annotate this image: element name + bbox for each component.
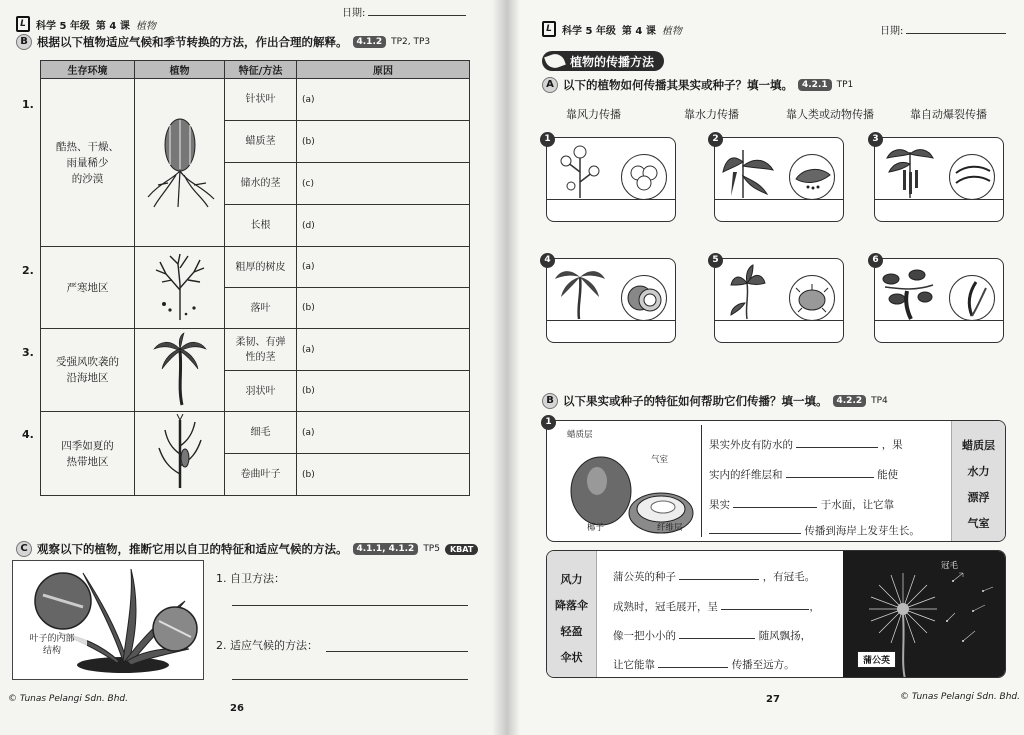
- feature-cell: 蜡质茎: [225, 121, 297, 163]
- burr-seed-icon: [789, 275, 835, 321]
- environment-cell: 四季如夏的 热带地区: [41, 412, 135, 496]
- copyright-footer: © Tunas Pelangi Sdn. Bhd.: [900, 692, 1020, 702]
- fill-blank[interactable]: [733, 498, 817, 508]
- plant-cell: [135, 247, 225, 329]
- plant-cell: [135, 412, 225, 496]
- leaf-structure-label: 叶子的内部 结构: [17, 633, 87, 657]
- reason-answer-cell[interactable]: (d): [297, 205, 470, 247]
- fill-line: 实内的纤维层和 能使: [709, 469, 899, 481]
- word-bank-item: 蜡质层: [962, 439, 995, 452]
- plant-card: 4: [546, 258, 676, 343]
- header-subject: 科学 5 年级: [562, 25, 616, 37]
- feature-cell: 落叶: [225, 288, 297, 329]
- word-bank: [951, 421, 1005, 541]
- environment-cell: 严寒地区: [41, 247, 135, 329]
- section-a-tag: 4.2.1: [798, 79, 832, 91]
- section-a-question: [542, 77, 853, 93]
- fill-blank[interactable]: [786, 468, 874, 478]
- table-row: [41, 412, 470, 454]
- row-number: 1.: [22, 98, 34, 111]
- coconut-tree-icon: [555, 263, 605, 321]
- section-b-right-tp: TP4: [871, 396, 888, 406]
- reason-answer-cell[interactable]: (a): [297, 329, 470, 371]
- reason-answer-cell[interactable]: (a): [297, 79, 470, 121]
- fill-line: 让它能靠 传播至远方。: [613, 659, 795, 671]
- fill-line: 果实外皮有防水的 ，果: [709, 439, 903, 451]
- fill-line: 成熟时，冠毛展开，呈 ，: [613, 601, 820, 613]
- air-chamber-label: 气室: [651, 455, 669, 465]
- aloe-picture-box: [12, 560, 204, 680]
- fill-line: 果实 于水面，让它靠: [709, 499, 895, 511]
- fill-blank[interactable]: [679, 629, 755, 639]
- answer-line[interactable]: [232, 679, 468, 680]
- section-b-right-tag: 4.2.2: [833, 395, 867, 407]
- self-defence-question: 1. 自卫方法：: [216, 572, 285, 585]
- date-field[interactable]: 日期:: [880, 22, 1006, 37]
- section-b-right-text: 以下果实或种子的特征如何帮助它们传播？填一填。: [563, 394, 828, 408]
- reason-answer-cell[interactable]: (c): [297, 163, 470, 205]
- fill-line: 像一把小小的 随风飘扬，: [613, 630, 812, 642]
- corn-plant-icon: [155, 414, 205, 490]
- section-b-tp: TP2, TP3: [391, 37, 431, 47]
- section-a-text: 以下的植物如何传播其果实或种子？填一填。: [563, 78, 793, 92]
- section-b-tag: 4.1.2: [353, 36, 387, 48]
- adaptation-table: [40, 60, 470, 496]
- cotton-seed-icon: [621, 154, 667, 200]
- column-header: 生存环境: [41, 61, 135, 79]
- environment-cell: 酷热、干燥、 雨量稀少 的沙漠: [41, 79, 135, 247]
- word-bank-item: 轻盈: [560, 625, 583, 638]
- section-a-marker: A: [542, 77, 558, 93]
- answer-box[interactable]: [547, 199, 675, 221]
- okra-seed-icon: [789, 154, 835, 200]
- topic-banner: 植物的传播方法: [542, 51, 664, 71]
- left-page: [0, 0, 508, 735]
- word-bank-item: 漂浮: [967, 491, 990, 504]
- coconut-fill-block: 1 蜡质层 气室 椰子 纤维层 果实外皮有防水的 ，果 实内的纤维层和 能使 果实 于水面，让它靠 传播到海岸上发芽生长。 蜡质层 水力 漂浮 气室: [546, 420, 1006, 542]
- dandelion-label: 蒲公英: [857, 651, 896, 668]
- coconut-label: 椰子: [587, 523, 605, 533]
- feature-cell: 针状叶: [225, 79, 297, 121]
- feature-cell: 长根: [225, 205, 297, 247]
- page-number: 27: [766, 694, 780, 705]
- feature-cell: 储水的茎: [225, 163, 297, 205]
- table-header-row: [41, 61, 470, 79]
- section-c-text: 观察以下的植物，推断它用以自卫的特征和适应气候的方法。: [37, 542, 348, 556]
- dandelion-photo: [843, 551, 1006, 678]
- feature-cell: 细毛: [225, 412, 297, 454]
- okra-plant-icon: [721, 142, 775, 200]
- fiber-layer-label: 纤维层: [657, 523, 683, 533]
- fill-blank[interactable]: [709, 524, 801, 534]
- section-b-marker: B: [16, 34, 32, 50]
- right-header: [542, 21, 682, 37]
- answer-line[interactable]: [232, 605, 468, 606]
- table-row: [41, 79, 470, 121]
- plant-card: 3: [874, 137, 1004, 222]
- feature-cell: 粗厚的树皮: [225, 247, 297, 288]
- environment-cell: 受强风吹袭的 沿海地区: [41, 329, 135, 412]
- fill-blank[interactable]: [721, 600, 809, 610]
- reason-answer-cell[interactable]: (b): [297, 454, 470, 496]
- word-bank-item: 气室: [967, 517, 990, 530]
- section-c-tp: TP5: [423, 544, 440, 554]
- header-topic: 植物: [661, 25, 682, 37]
- reason-answer-cell[interactable]: (a): [297, 247, 470, 288]
- answer-box[interactable]: [875, 199, 1003, 221]
- feature-cell: 卷曲叶子: [225, 454, 297, 496]
- fill-blank[interactable]: [679, 570, 759, 580]
- feature-cell: 柔韧、有弹 性的茎: [225, 329, 297, 371]
- word-bank-item: 伞状: [560, 651, 583, 664]
- fill-line: 传播到海岸上发芽生长。: [709, 523, 920, 538]
- date-field[interactable]: 日期:: [342, 4, 466, 19]
- leaf-icon: [544, 51, 566, 70]
- category-water: 靠水力传播: [684, 108, 739, 121]
- bean-pod-icon: [949, 154, 995, 200]
- split-pod-icon: [949, 275, 995, 321]
- wax-layer-label: 蜡质层: [567, 430, 593, 440]
- section-a-tp: TP1: [836, 80, 854, 90]
- column-header: 特征/方法: [225, 61, 297, 79]
- answer-line[interactable]: [326, 651, 468, 652]
- bare-tree-icon: [150, 250, 210, 322]
- climate-adaptation-question: 2. 适应气候的方法：: [216, 639, 318, 652]
- reason-answer-cell[interactable]: (b): [297, 121, 470, 163]
- row-number: 2.: [22, 264, 34, 277]
- category-human-animal: 靠人类或动物传播: [786, 108, 874, 121]
- right-page: [508, 0, 1024, 735]
- cactus-icon: [140, 111, 220, 211]
- cotton-plant-icon: [555, 142, 605, 200]
- section-b-right-marker: B: [542, 393, 558, 409]
- coconut-fruit-icon: [621, 275, 667, 321]
- plant-cell: [135, 79, 225, 247]
- plant-card: 1: [546, 137, 676, 222]
- pea-plant-icon: [881, 263, 935, 321]
- section-c-tag: 4.1.1, 4.1.2: [353, 543, 419, 555]
- left-header: [16, 16, 156, 32]
- palm-tree-icon: [150, 331, 210, 407]
- flowering-plant-icon: [723, 263, 773, 321]
- reason-answer-cell[interactable]: (b): [297, 288, 470, 329]
- column-header: 植物: [135, 61, 225, 79]
- word-bank-item: 降落伞: [555, 599, 588, 612]
- category-explosion: 靠自动爆裂传播: [910, 108, 987, 121]
- copyright-footer: © Tunas Pelangi Sdn. Bhd.: [8, 694, 128, 704]
- answer-box[interactable]: [715, 199, 843, 221]
- section-b-question: [16, 34, 430, 50]
- word-bank-item: 水力: [967, 465, 990, 478]
- section-b-text: 根据以下植物适应气候和季节转换的方法，作出合理的解释。: [37, 35, 348, 49]
- publisher-logo-icon: L: [542, 21, 556, 37]
- fill-blank[interactable]: [658, 658, 728, 668]
- header-lesson: 第 4 课: [95, 20, 130, 32]
- kbat-badge: KBAT: [445, 544, 478, 555]
- page-number: 26: [230, 703, 244, 714]
- answer-box[interactable]: [547, 320, 675, 342]
- plant-card: 6: [874, 258, 1004, 343]
- word-bank-item: 风力: [560, 573, 583, 586]
- fill-blank[interactable]: [796, 438, 878, 448]
- plant-card: 5: [714, 258, 844, 343]
- header-subject: 科学 5 年级: [36, 20, 90, 32]
- fill-line: 蒲公英的种子 ，有冠毛。: [613, 571, 816, 583]
- word-bank: [547, 551, 597, 678]
- header-lesson: 第 4 课: [621, 25, 656, 37]
- bean-plant-icon: [883, 142, 937, 200]
- reason-answer-cell[interactable]: (a): [297, 412, 470, 454]
- dandelion-fill-block: [546, 550, 1006, 678]
- pappus-label: 冠毛: [941, 561, 959, 571]
- reason-answer-cell[interactable]: (b): [297, 371, 470, 412]
- section-c-question: [16, 541, 478, 557]
- row-number: 3.: [22, 346, 34, 359]
- table-row: [41, 329, 470, 371]
- publisher-logo-icon: L: [16, 16, 30, 32]
- feature-cell: 羽状叶: [225, 371, 297, 412]
- table-row: [41, 247, 470, 288]
- plant-cell: [135, 329, 225, 412]
- answer-box[interactable]: [875, 320, 1003, 342]
- aloe-vera-icon: [13, 561, 205, 681]
- section-b-right-question: [542, 393, 888, 409]
- answer-box[interactable]: [715, 320, 843, 342]
- header-topic: 植物: [135, 20, 156, 32]
- category-wind: 靠风力传播: [566, 108, 621, 121]
- row-number: 4.: [22, 428, 34, 441]
- column-header: 原因: [297, 61, 470, 79]
- section-c-marker: C: [16, 541, 32, 557]
- plant-card: 2: [714, 137, 844, 222]
